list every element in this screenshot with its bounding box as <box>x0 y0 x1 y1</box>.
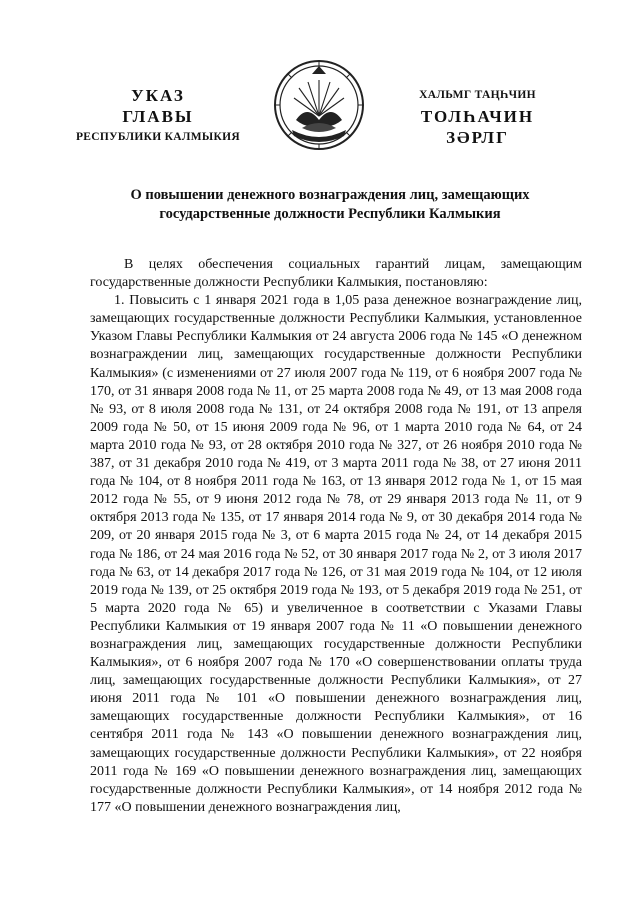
body-paragraph-item-1: 1. Повысить с 1 января 2021 года в 1,05 раза денежное вознаграждение лиц, замещающих государственные должности Республики Калмыкия, установленное Указом Главы Республики Калмыкия от 24 августа 2006 года № 145 «О денежном вознаграждении лиц, замещающих государственные должности Республики Калмыкия» (с изменениями от 27 июля 2007 года № 119, от 6 ноября 2007 года № 170, от 31 января 2008 года № 11, от 25 марта 2008 года № 49, от 13 мая 2008 года № 93, от 8 июля 2008 года № 131, от 24 октября 2008 года № 191, от 13 апреля 2009 года № 50, от 15 июня 2009 года № 96, от 1 марта 2010 года № 64, от 24 марта 2010 года № 93, от 28 октября 2010 года № 327, от 26 ноября 2010 года № 387, от 31 декабря 2010 года № 419, от 3 марта 2011 года № 38, от 27 июня 2011 года № 104, от 8 ноября 2011 года № 163, от 13 января 2012 года № 1, от 15 мая 2012 года № 55, от 9 июня 2012 года № 78, от 29 января 2013 года № 11, от 9 октября 2013 года № 135, от 17 января 2014 года № 9, от 30 декабря 2014 года № 209, от 20 января 2015 года № 3, от 6 марта 2015 года № 24, от 14 декабря 2015 года № 186, от 24 мая 2016 года № 52, от 30 января 2017 года № 2, от 3 июля 2017 года № 63, от 14 декабря 2017 года № 126, от 31 мая 2019 года № 104, от 12 июля 2019 года № 139, от 25 октября 2019 года № 193, от 5 декабря 2019 года № 251, от 5 марта 2020 года № 65) и увеличенное в соответствии с Указами Главы Республики Калмыкия от 19 января 2007 года № 11 «О повышении денежного вознаграждения лиц, замещающих государственные должности Республики Калмыкия», от 6 ноября 2007 года № 170 «О совершенствовании оплаты труда лиц, замещающих государственные должности Республики Калмыкия», от 27 июня 2011 года № 101 «О повышении денежного вознаграждения лиц, замещающих государственные должности Республики Калмыкия», от 16 сентября 2011 года № 143 «О повышении денежного вознаграждения лиц, замещающих государственные должности Республики Калмыкия», от 22 ноября 2011 года № 169 «О повышении денежного вознаграждения лиц, замещающих государственные должности Республики Калмыкия», от 14 ноября 2012 года № 177 «О повышении денежного вознаграждения лиц, <box>90 293 582 815</box>
header-right-line2: ТОЛҺАЧИН <box>420 107 535 126</box>
header-left-line3: РЕСПУБЛИКИ КАЛМЫКИЯ <box>75 131 241 143</box>
decree-title <box>80 186 580 224</box>
header-right-block <box>370 85 585 148</box>
header-right-line3: ЗӘРЛГ <box>446 128 509 147</box>
decree-title-line1: О повышении денежного вознаграждения лиц, замещающих <box>130 187 530 203</box>
decree-body <box>90 256 582 817</box>
body-paragraph-preamble: В целях обеспечения социальных гарантий лицам, замещающим государственные должности Республики Калмыкия, постановляю: <box>90 257 582 291</box>
decree-title-line2: государственные должности Республики Калмыкия <box>159 206 501 222</box>
header-right-line1: ХАЛЬМГ ТАҢҺЧИН <box>419 89 536 101</box>
header-left-line1: УКАЗ <box>131 86 185 105</box>
header-left-block <box>48 85 268 148</box>
header-left-line2: ГЛАВЫ <box>122 107 194 126</box>
coat-of-arms-icon <box>272 58 366 152</box>
